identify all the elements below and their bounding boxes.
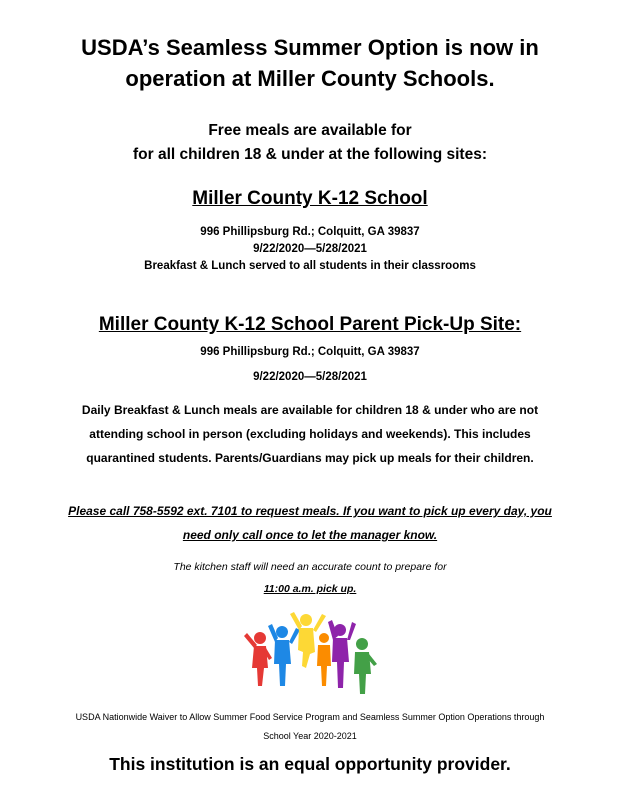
site2-desc-line-3: quarantined students. Parents/Guardians may pick up meals for their children. bbox=[86, 451, 534, 465]
red-child-figure bbox=[244, 632, 272, 686]
site2-heading: Miller County K-12 School Parent Pick-Up Site: bbox=[98, 314, 522, 335]
site1-heading: Miller County K-12 School bbox=[192, 188, 428, 209]
waiver-line-2: School Year 2020-2021 bbox=[263, 731, 357, 741]
call-line-1: Please call 758-5592 ext. 7101 to request meals. If you want to pick up every day, you bbox=[68, 504, 552, 518]
orange-child-figure bbox=[317, 633, 331, 686]
page-title bbox=[0, 32, 620, 94]
intro-text bbox=[0, 119, 620, 167]
site2-description bbox=[20, 398, 600, 470]
title-line-1: USDA’s Seamless Summer Option is now in bbox=[81, 35, 539, 60]
title-line-2: operation at Miller County Schools. bbox=[125, 66, 495, 91]
site1-details bbox=[0, 224, 620, 275]
children-jumping-icon bbox=[240, 608, 380, 700]
waiver-note bbox=[20, 708, 600, 746]
site1-note: Breakfast & Lunch served to all students in their classrooms bbox=[144, 260, 476, 272]
waiver-line-1: USDA Nationwide Waiver to Allow Summer Food Service Program and Seamless Summer Option Operations through bbox=[75, 712, 545, 722]
kitchen-line-1: The kitchen staff will need an accurate count to prepare for bbox=[173, 561, 447, 573]
equal-opportunity-statement: This institution is an equal opportunity provider. bbox=[109, 754, 511, 774]
site2-dates: 9/22/2020—5/28/2021 bbox=[253, 371, 367, 383]
blue-child-figure bbox=[268, 624, 300, 686]
site1-dates: 9/22/2020—5/28/2021 bbox=[253, 243, 367, 255]
purple-child-figure bbox=[328, 620, 356, 688]
call-instructions bbox=[10, 499, 610, 547]
green-child-figure bbox=[354, 638, 377, 694]
site2-address: 996 Phillipsburg Rd.; Colquitt, GA 39837 bbox=[200, 346, 420, 358]
site1-address: 996 Phillipsburg Rd.; Colquitt, GA 39837 bbox=[200, 226, 420, 238]
intro-line-1: Free meals are available for bbox=[208, 122, 412, 139]
kitchen-note bbox=[0, 556, 620, 600]
pickup-time: 11:00 a.m. pick up. bbox=[263, 583, 357, 595]
call-line-2: need only call once to let the manager know. bbox=[182, 528, 438, 542]
site2-desc-line-2: attending school in person (excluding holidays and weekends). This includes bbox=[89, 427, 531, 441]
intro-line-2: for all children 18 & under at the following sites: bbox=[133, 146, 487, 163]
site2-desc-line-1: Daily Breakfast & Lunch meals are available for children 18 & under who are not bbox=[81, 403, 539, 417]
